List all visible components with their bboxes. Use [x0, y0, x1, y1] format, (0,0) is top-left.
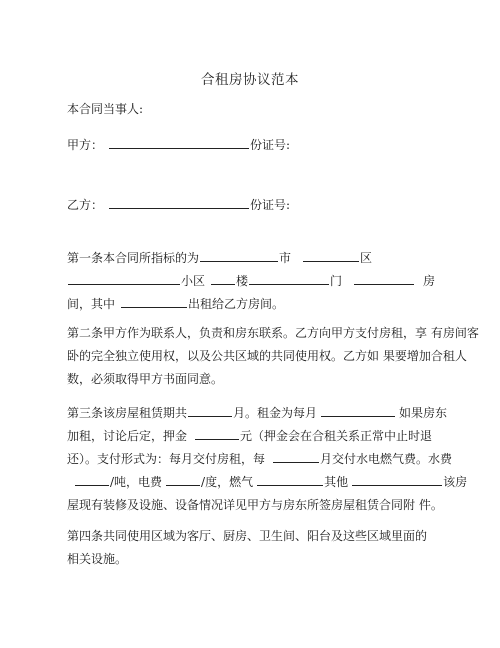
utility-interval-blank[interactable] [273, 451, 319, 463]
clause3-line2 [67, 428, 432, 444]
clause3-line3 [67, 451, 452, 467]
clause3-text-2b: 元（押金会在合租关系正常中止时退 [240, 429, 433, 443]
clause1-district-blank[interactable] [303, 250, 359, 262]
clause3-line4 [67, 474, 467, 490]
clause1-text-a: 第一条本合同所指标的为 [67, 251, 200, 265]
monthly-rent-blank[interactable] [321, 405, 395, 417]
clause4-line1 [67, 528, 427, 544]
clause3-text-5: 屋现有装修及设施、设备情况详见甲方与房东所签房屋租赁合同附 件。 [67, 498, 443, 512]
clause3-text-4c: 其他 [324, 475, 349, 489]
clause1-text-e: 楼 [236, 274, 249, 288]
intro-text: 本合同当事人: [67, 102, 144, 116]
clause3-line5 [67, 497, 443, 513]
other-fee-blank[interactable] [352, 474, 442, 486]
electricity-fee-blank[interactable] [166, 474, 200, 486]
deposit-blank[interactable] [195, 428, 239, 440]
clause1-text-f: 门 [330, 274, 343, 288]
clause1-city-blank[interactable] [200, 250, 278, 262]
party-a-id-label: 份证号: [250, 138, 291, 152]
clause3-text-1b: 月。租金为每月 [233, 406, 318, 420]
clause1-text-g: 房 [423, 274, 436, 288]
water-fee-blank[interactable] [75, 474, 109, 486]
party-a-line [67, 137, 290, 153]
clause1-building-blank[interactable] [211, 273, 235, 285]
lease-term-blank[interactable] [188, 405, 232, 417]
clause1-unit-blank[interactable] [249, 273, 329, 285]
party-b-name-blank[interactable] [109, 197, 249, 209]
clause3-text-3b: 月交付水电燃气费。水费 [320, 452, 453, 466]
clause2-line3 [67, 371, 223, 387]
clause1-line1 [67, 250, 372, 266]
clause1-line2 [67, 273, 435, 289]
clause4-text-2: 相关设施。 [67, 552, 128, 566]
clause2-text-2: 卧的完全独立使用权，以及公共区域的共同使用权。乙方如 果要增加合租人 [67, 349, 467, 363]
clause1-room-blank[interactable] [354, 273, 414, 285]
party-b-label: 乙方： [67, 198, 104, 212]
clause3-text-2a: 加租，讨论后定，押金 [67, 429, 188, 443]
clause1-text-h: 间，其中 [67, 297, 116, 311]
clause1-text-d: 小区 [181, 274, 206, 288]
party-a-label: 甲方： [67, 138, 104, 152]
clause3-text-3a: 还）。支付形式为：每月交付房租，每 [67, 452, 266, 466]
clause1-community-blank[interactable] [68, 273, 180, 285]
clause3-text-4b: /度，燃气 [201, 475, 254, 489]
clause3-text-4a: /吨，电费 [110, 475, 163, 489]
clause1-line3 [67, 296, 284, 312]
clause3-text-1c: 如果房东 [399, 406, 448, 420]
clause2-text-1: 第二条甲方作为联系人，负责和房东联系。乙方向甲方支付房租，享 有房间客 [67, 326, 479, 340]
party-a-name-blank[interactable] [109, 137, 249, 149]
clause2-line1 [67, 325, 479, 341]
clause1-text-c: 区 [360, 251, 373, 265]
clause4-text-1: 第四条共同使用区域为客厅、厨房、卫生间、阳台及这些区域里面的 [67, 529, 428, 543]
party-b-id-label: 份证号: [250, 198, 291, 212]
gas-fee-blank[interactable] [257, 474, 323, 486]
clause1-text-b: 市 [279, 251, 292, 265]
clause3-text-4d: 该房 [443, 475, 468, 489]
clause2-text-3: 数，必须取得甲方书面同意。 [67, 372, 224, 386]
intro-line [67, 101, 143, 117]
clause1-rented-room-blank[interactable] [121, 296, 187, 308]
clause3-line1 [67, 405, 447, 421]
clause2-line2 [67, 348, 467, 364]
document-title: 合租房协议范本 [201, 72, 299, 88]
party-b-line [67, 197, 290, 213]
clause3-text-1a: 第三条该房屋租赁期共 [67, 406, 188, 420]
clause1-text-i: 出租给乙方房间。 [188, 297, 285, 311]
clause4-line2 [67, 551, 127, 567]
